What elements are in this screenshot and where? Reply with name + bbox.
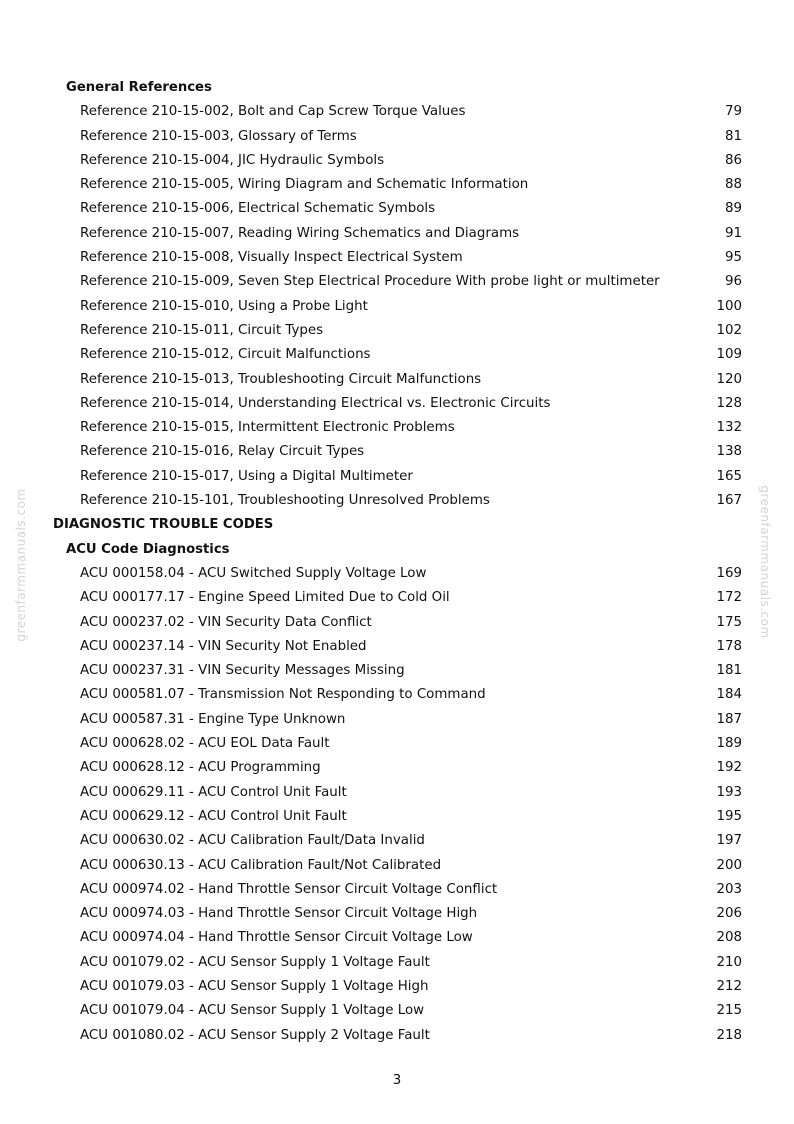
toc-entry-title: Reference 210-15-007, Reading Wiring Schematics and Diagrams bbox=[80, 225, 520, 241]
toc-entry-title: Reference 210-15-004, JIC Hydraulic Symbols bbox=[80, 152, 385, 168]
toc-entry-title: Reference 210-15-013, Troubleshooting Circuit Malfunctions bbox=[80, 371, 482, 387]
toc-entry-title: ACU 000587.31 - Engine Type Unknown bbox=[80, 711, 346, 727]
toc-entry-title: Reference 210-15-015, Intermittent Electronic Problems bbox=[80, 420, 455, 436]
toc-chapter-heading bbox=[0, 513, 794, 537]
toc-entry[interactable] bbox=[0, 465, 794, 489]
toc-entry-title: ACU 000629.11 - ACU Control Unit Fault bbox=[80, 784, 347, 800]
toc-entry[interactable] bbox=[0, 708, 794, 732]
toc-entry-page-number: 193 bbox=[716, 784, 742, 800]
toc-entry-page-number: 181 bbox=[716, 663, 742, 679]
toc-entry-title: ACU 000237.14 - VIN Security Not Enabled bbox=[80, 638, 367, 654]
toc-entry-page-number: 86 bbox=[724, 152, 742, 168]
toc-entry-title: General References bbox=[66, 80, 212, 95]
toc-entry-page-number: 91 bbox=[724, 225, 742, 241]
toc-entry-title: Reference 210-15-016, Relay Circuit Types bbox=[80, 444, 365, 460]
toc-entry-page-number: 210 bbox=[716, 954, 742, 970]
toc-entry-page-number: 178 bbox=[716, 638, 742, 654]
toc-entry[interactable] bbox=[0, 732, 794, 756]
toc-entry[interactable] bbox=[0, 878, 794, 902]
toc-entry-page-number: 169 bbox=[716, 565, 742, 581]
toc-entry[interactable] bbox=[0, 368, 794, 392]
toc-entry[interactable] bbox=[0, 440, 794, 464]
toc-entry-page-number: 197 bbox=[716, 833, 742, 849]
toc-entry-title: ACU 000974.03 - Hand Throttle Sensor Circuit Voltage High bbox=[80, 906, 478, 922]
toc-entry[interactable] bbox=[0, 149, 794, 173]
toc-entry[interactable] bbox=[0, 659, 794, 683]
toc-entry[interactable] bbox=[0, 975, 794, 999]
toc-section-heading bbox=[0, 76, 794, 100]
toc-entry-page-number: 172 bbox=[716, 590, 742, 606]
toc-entry-title: Reference 210-15-011, Circuit Types bbox=[80, 322, 324, 338]
toc-entry[interactable] bbox=[0, 1024, 794, 1048]
toc-entry-title: ACU 000974.02 - Hand Throttle Sensor Circuit Voltage Conflict bbox=[80, 881, 498, 897]
toc-entry-title: ACU 000237.02 - VIN Security Data Conflict bbox=[80, 614, 372, 630]
toc-entry-page-number: 192 bbox=[716, 760, 742, 776]
toc-entry-page-number: 203 bbox=[716, 881, 742, 897]
toc-entry-title: ACU 001080.02 - ACU Sensor Supply 2 Voltage Fault bbox=[80, 1027, 430, 1043]
toc-entry[interactable] bbox=[0, 246, 794, 270]
toc-entry-page-number: 167 bbox=[716, 493, 742, 509]
toc-entry[interactable] bbox=[0, 392, 794, 416]
toc-entry[interactable] bbox=[0, 173, 794, 197]
toc-entry[interactable] bbox=[0, 854, 794, 878]
toc-entry-title: Reference 210-15-101, Troubleshooting Unresolved Problems bbox=[80, 493, 490, 509]
toc-entry-page-number: 195 bbox=[716, 808, 742, 824]
toc-entry-title: ACU 000177.17 - Engine Speed Limited Due to Cold Oil bbox=[80, 590, 450, 606]
toc-entry-page-number: 109 bbox=[716, 347, 742, 363]
toc-entry-title: ACU 000581.07 - Transmission Not Responding to Command bbox=[80, 687, 486, 703]
toc-entry-page-number: 184 bbox=[716, 687, 742, 703]
toc-entry-title: ACU 000630.13 - ACU Calibration Fault/Not Calibrated bbox=[80, 857, 442, 873]
toc-entry-title: Reference 210-15-002, Bolt and Cap Screw Torque Values bbox=[80, 104, 466, 120]
watermark-right: greenfarmmanuals.com bbox=[758, 485, 772, 639]
toc-entry[interactable] bbox=[0, 562, 794, 586]
toc-entry[interactable] bbox=[0, 902, 794, 926]
toc-entry[interactable] bbox=[0, 197, 794, 221]
toc-entry[interactable] bbox=[0, 635, 794, 659]
toc-entry-page-number: 120 bbox=[716, 371, 742, 387]
toc-entry[interactable] bbox=[0, 999, 794, 1023]
toc-entry-title: ACU 001079.03 - ACU Sensor Supply 1 Voltage High bbox=[80, 978, 429, 994]
toc-entry-title: ACU 001079.02 - ACU Sensor Supply 1 Voltage Fault bbox=[80, 954, 430, 970]
toc-entry-title: ACU 000628.02 - ACU EOL Data Fault bbox=[80, 736, 330, 752]
toc-entry-page-number: 81 bbox=[724, 128, 742, 144]
toc-entry[interactable] bbox=[0, 611, 794, 635]
toc-entry[interactable] bbox=[0, 416, 794, 440]
toc-entry-title: Reference 210-15-012, Circuit Malfunctions bbox=[80, 347, 371, 363]
toc-entry-page-number: 89 bbox=[724, 201, 742, 217]
toc-entry-page-number: 187 bbox=[716, 711, 742, 727]
toc-entry-page-number: 215 bbox=[716, 1003, 742, 1019]
toc-entry[interactable] bbox=[0, 683, 794, 707]
toc-entry-page-number: 128 bbox=[716, 395, 742, 411]
toc-entry[interactable] bbox=[0, 805, 794, 829]
toc-entry-page-number: 165 bbox=[716, 468, 742, 484]
toc-entry[interactable] bbox=[0, 489, 794, 513]
toc-entry-page-number: 175 bbox=[716, 614, 742, 630]
toc-entry-page-number: 96 bbox=[724, 274, 742, 290]
toc-entry-page-number: 218 bbox=[716, 1027, 742, 1043]
toc-entry-title: ACU 000974.04 - Hand Throttle Sensor Circuit Voltage Low bbox=[80, 930, 473, 946]
toc-entry-title: Reference 210-15-005, Wiring Diagram and Schematic Information bbox=[80, 177, 529, 193]
toc-entry-title: ACU 000630.02 - ACU Calibration Fault/Data Invalid bbox=[80, 833, 425, 849]
toc-entry-page-number: 189 bbox=[716, 736, 742, 752]
toc-entry[interactable] bbox=[0, 926, 794, 950]
toc-entry[interactable] bbox=[0, 295, 794, 319]
toc-entry[interactable] bbox=[0, 829, 794, 853]
toc-entry[interactable] bbox=[0, 343, 794, 367]
toc-entry-title: Reference 210-15-009, Seven Step Electrical Procedure With probe light or multimeter bbox=[80, 274, 660, 290]
toc-entry-title: Reference 210-15-010, Using a Probe Light bbox=[80, 298, 368, 314]
toc-entry-page-number: 212 bbox=[716, 978, 742, 994]
toc-entry-title: ACU 001079.04 - ACU Sensor Supply 1 Voltage Low bbox=[80, 1003, 425, 1019]
table-of-contents bbox=[0, 76, 794, 1048]
toc-entry[interactable] bbox=[0, 756, 794, 780]
toc-entry-page-number: 208 bbox=[716, 930, 742, 946]
toc-entry[interactable] bbox=[0, 100, 794, 124]
toc-entry[interactable] bbox=[0, 319, 794, 343]
toc-entry-page-number: 138 bbox=[716, 444, 742, 460]
toc-entry-title: Reference 210-15-017, Using a Digital Multimeter bbox=[80, 468, 413, 484]
toc-entry-title: ACU 000158.04 - ACU Switched Supply Voltage Low bbox=[80, 565, 427, 581]
toc-entry-title: Reference 210-15-003, Glossary of Terms bbox=[80, 128, 357, 144]
toc-entry[interactable] bbox=[0, 222, 794, 246]
toc-entry[interactable] bbox=[0, 586, 794, 610]
toc-entry-title: Reference 210-15-014, Understanding Electrical vs. Electronic Circuits bbox=[80, 395, 551, 411]
toc-entry[interactable] bbox=[0, 781, 794, 805]
toc-entry-title: ACU Code Diagnostics bbox=[66, 541, 230, 557]
watermark-left: greenfarmmanuals.com bbox=[14, 488, 28, 642]
toc-section-heading bbox=[0, 538, 794, 562]
toc-entry-page-number: 206 bbox=[716, 906, 742, 922]
toc-entry-page-number: 200 bbox=[716, 857, 742, 873]
toc-entry-page-number: 79 bbox=[724, 104, 742, 120]
toc-entry-title: Reference 210-15-008, Visually Inspect Electrical System bbox=[80, 250, 463, 266]
toc-entry-page-number: 100 bbox=[716, 298, 742, 314]
toc-entry-title: Reference 210-15-006, Electrical Schematic Symbols bbox=[80, 201, 436, 217]
toc-entry-title: ACU 000237.31 - VIN Security Messages Missing bbox=[80, 663, 405, 679]
page-number: 3 bbox=[392, 1073, 402, 1088]
toc-entry-page-number: 132 bbox=[716, 420, 742, 436]
toc-entry-title: ACU 000629.12 - ACU Control Unit Fault bbox=[80, 808, 347, 824]
toc-entry-title: DIAGNOSTIC TROUBLE CODES bbox=[53, 517, 274, 533]
toc-entry-page-number: 88 bbox=[724, 177, 742, 193]
toc-entry[interactable] bbox=[0, 270, 794, 294]
toc-entry-page-number: 95 bbox=[724, 250, 742, 266]
toc-entry[interactable] bbox=[0, 125, 794, 149]
toc-entry[interactable] bbox=[0, 951, 794, 975]
toc-entry-title: ACU 000628.12 - ACU Programming bbox=[80, 760, 321, 776]
toc-entry-page-number: 102 bbox=[716, 322, 742, 338]
